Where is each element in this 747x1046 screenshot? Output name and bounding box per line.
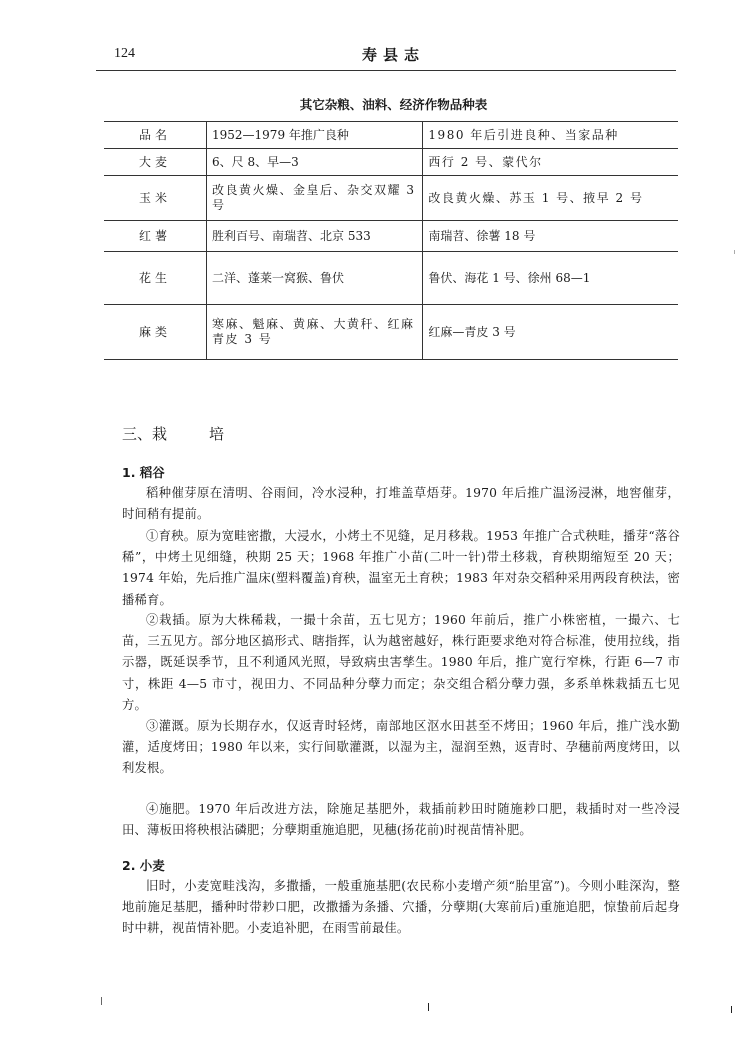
paragraph-rice-irrigation: ③灌溉。原为长期存水，仅返青时轻烤，南部地区沤水田甚至不烤田；1960 年后，推广浅水勤灌，适度烤田；1980 年以来，实行间歇灌溉，以湿为主，湿润至熟，返青时、孕穗前两度烤田，以利发根。 bbox=[122, 719, 680, 776]
table-row bbox=[104, 176, 678, 221]
table-row bbox=[104, 305, 678, 360]
section-heading-part1: 三、栽 bbox=[122, 425, 168, 443]
scan-artifact bbox=[731, 1006, 732, 1013]
section-heading bbox=[122, 423, 224, 444]
crop-name: 麻类 bbox=[104, 305, 207, 360]
crop-name: 大麦 bbox=[104, 149, 207, 176]
subheading-rice: 1. 稻谷 bbox=[122, 465, 165, 480]
crop-name: 红薯 bbox=[104, 221, 207, 252]
column-header-after-1980: 1980 年后引进良种、当家品种 bbox=[423, 122, 678, 149]
varieties-1952-1979: 改良黄火燥、金皇后、杂交双耀 3 号 bbox=[207, 176, 423, 221]
crop-varieties-table bbox=[104, 121, 678, 360]
varieties-after-1980: 红麻—青皮 3 号 bbox=[423, 305, 678, 360]
table-row bbox=[104, 221, 678, 252]
varieties-after-1980: 改良黄火燥、苏玉 1 号、掖早 2 号 bbox=[423, 176, 678, 221]
varieties-after-1980: 鲁伏、海花 1 号、徐州 68—1 bbox=[423, 252, 678, 305]
paragraph-rice-transplanting: ②栽插。原为大株稀栽，一撮十余苗，五七见方；1960 年前后，推广小株密植，一撮六、七苗，三五见方。部分地区搞形式、瞎指挥，认为越密越好，株行距要求绝对符合标准，使用拉线，指示器，既延误季节，且不利通风光照，导致病虫害孳生。1980 年后，推广宽行窄株，行距 6—7 市寸，株距 4—5 市寸，视田力、不同品种分孽力而定；杂交组合稻分孽力强，多系单株栽插五七见方。 bbox=[122, 613, 680, 712]
varieties-after-1980: 南瑞苕、徐薯 18 号 bbox=[423, 221, 678, 252]
page-number: 124 bbox=[114, 46, 135, 61]
table-title: 其它杂粮、油料、经济作物品种表 bbox=[299, 97, 488, 112]
paragraph-wheat: 旧时，小麦宽畦浅沟，多撒播，一般重施基肥(农民称小麦增产须“胎里富”)。今则小畦深沟，整地前施足基肥，播种时带耖口肥，改撒播为条播、穴播，分孽期(大寒前后)重施追肥，惊蛰前后起身时中耕，视苗情补肥。小麦追补肥，在雨雪前最佳。 bbox=[122, 879, 680, 936]
table-row bbox=[104, 252, 678, 305]
crop-name: 花生 bbox=[104, 252, 207, 305]
paragraph-rice-fertilizing: ④施肥。1970 年后改进方法，除施足基肥外，栽插前耖田时随施耖口肥，栽插时对一些冷浸田、薄板田将秧根沾磷肥；分孽期重施追肥，见穗(扬花前)时视苗情补肥。 bbox=[122, 802, 680, 838]
paragraph-rice-seedling: ①育秧。原为宽畦密撒，大浸水，小烤土不见缝，足月移栽。1953 年推广合式秧畦，播芽“落谷稀”，中烤土见细缝，秧期 25 天；1968 年推广小苗(二叶一针)带土移栽，育秧期缩短至 20 天；1974 年始，先后推广温床(塑料覆盖)育秧，温室无土育秧；1983 年对杂交稻种采用两段育秧法，密播稀育。 bbox=[122, 529, 680, 607]
running-title: 寿县志 bbox=[361, 46, 425, 64]
paragraph-rice-intro: 稻种催芽原在清明、谷雨间，冷水浸种，打堆盖草焐芽。1970 年后推广温汤浸淋，地窖催芽，时间稍有提前。 bbox=[122, 486, 680, 522]
scan-artifact bbox=[734, 250, 735, 254]
column-header-crop: 品名 bbox=[104, 122, 207, 149]
varieties-after-1980: 西行 2 号、蒙代尔 bbox=[423, 149, 678, 176]
varieties-1952-1979: 6、尺 8、早—3 bbox=[207, 149, 423, 176]
varieties-1952-1979: 二洋、蓬莱一窝猴、鲁伏 bbox=[207, 252, 423, 305]
subheading-wheat: 2. 小麦 bbox=[122, 858, 165, 873]
varieties-1952-1979: 胜利百号、南瑞苕、北京 533 bbox=[207, 221, 423, 252]
section-heading-part2: 培 bbox=[209, 425, 225, 443]
header-rule bbox=[96, 70, 676, 71]
crop-name: 玉米 bbox=[104, 176, 207, 221]
column-header-1952-1979: 1952—1979 年推广良种 bbox=[207, 122, 423, 149]
table-row bbox=[104, 149, 678, 176]
varieties-1952-1979: 寒麻、魁麻、黄麻、大黄秆、红麻青皮 3 号 bbox=[207, 305, 423, 360]
scan-artifact bbox=[428, 1003, 429, 1011]
table-header-row bbox=[104, 122, 678, 149]
scan-artifact bbox=[101, 997, 102, 1005]
